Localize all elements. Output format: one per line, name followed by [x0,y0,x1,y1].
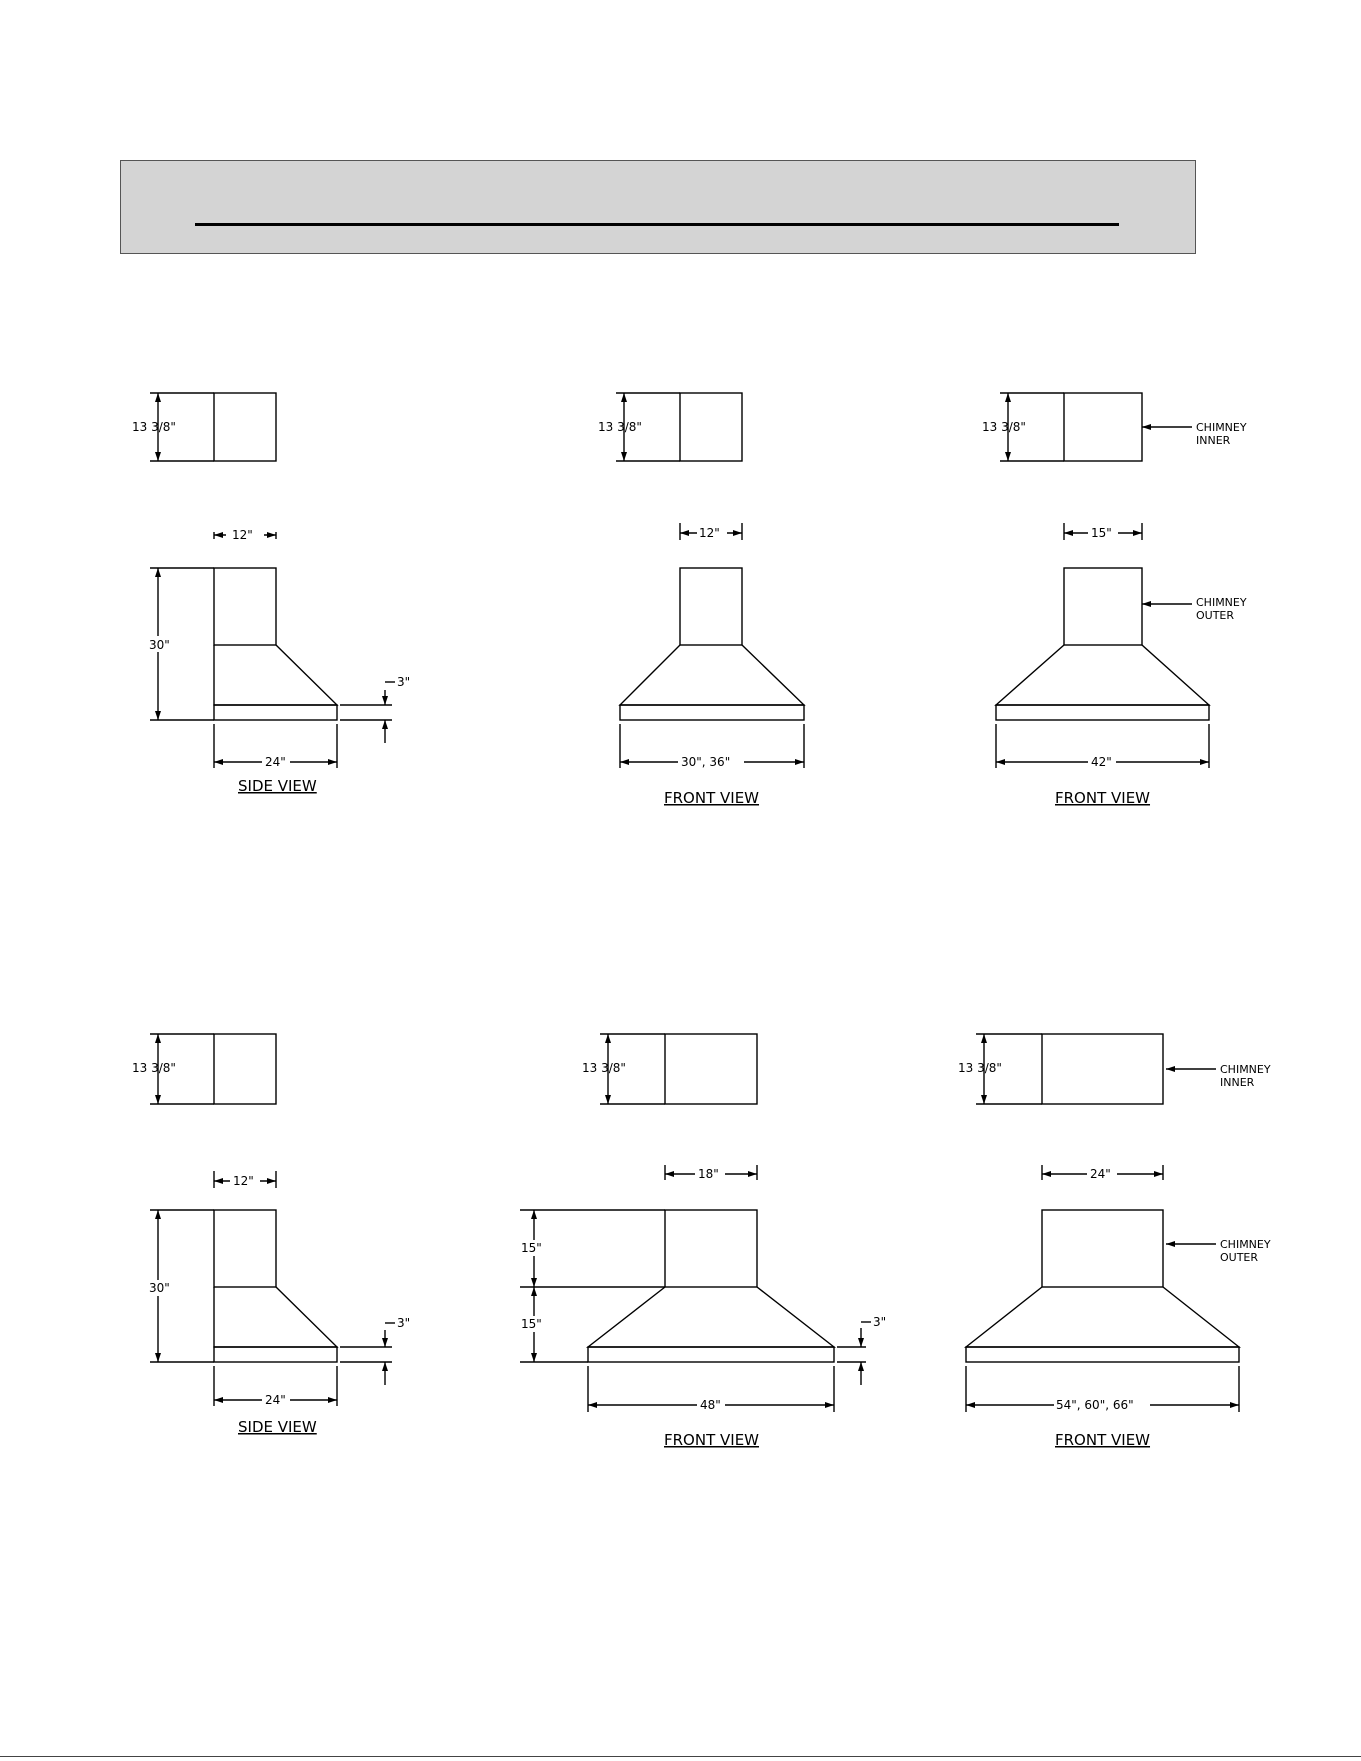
row1-front-a-chimney-inner [598,393,742,461]
label-front-view: FRONT VIEW [1055,1431,1151,1449]
label-chimney-inner: CHIMNEY [1196,421,1247,434]
dim-depth: 24" [265,1393,286,1407]
row2-front-b-chimney-inner [958,1034,1271,1104]
dim-chimney-inner-height: 13 3/8" [958,1061,1002,1075]
hood-base [214,705,337,720]
label-chimney-inner-2: INNER [1220,1076,1255,1089]
dim-chimney-width: 15" [1091,526,1112,540]
label-chimney-inner: CHIMNEY [1220,1063,1271,1076]
dim-chimney-inner-height: 13 3/8" [598,420,642,434]
label-side-view: SIDE VIEW [238,1418,317,1436]
label-side-view: SIDE VIEW [238,777,317,795]
row2-side-chimney-inner [132,1034,276,1104]
dim-chimney-inner-height: 13 3/8" [582,1061,626,1075]
row2-front-view-b [966,1165,1271,1449]
label-front-view: FRONT VIEW [1055,789,1151,807]
dim-chimney-width: 18" [698,1167,719,1181]
label-chimney-outer: CHIMNEY [1220,1238,1271,1251]
dim-chimney-inner-height: 13 3/8" [132,1061,176,1075]
dim-base-thickness: 3" [873,1315,887,1329]
row1-side-view [148,526,410,795]
row1-front-b-chimney-inner [982,393,1247,461]
label-chimney-outer-2: OUTER [1196,609,1235,622]
dim-lower-height: 15" [521,1317,542,1331]
row2-front-a-chimney-inner [582,1034,757,1104]
row1-side-chimney-inner [132,393,276,461]
label-front-view: FRONT VIEW [664,789,760,807]
dim-hood-width: 54", 60", 66" [1056,1398,1134,1412]
dim-chimney-width: 24" [1090,1167,1111,1181]
dim-depth: 24" [265,755,286,769]
dim-chimney-inner-height: 13 3/8" [982,420,1026,434]
label-front-view: FRONT VIEW [664,1431,760,1449]
dim-chimney-width: 12" [699,526,720,540]
dim-hood-height: 30" [149,638,170,652]
dim-hood-height: 30" [149,1281,170,1295]
dim-upper-height: 15" [521,1241,542,1255]
label-chimney-inner-2: INNER [1196,434,1231,447]
dim-base-thickness: 3" [397,675,411,689]
row1-front-view-a [620,523,804,807]
dim-hood-width: 30", 36" [681,755,731,769]
page-footer-rule [0,1756,1361,1757]
label-chimney-outer: CHIMNEY [1196,596,1247,609]
dim-chimney-inner-height: 13 3/8" [132,420,176,434]
dim-hood-width: 42" [1091,755,1112,769]
label-chimney-outer-2: OUTER [1220,1251,1259,1264]
row2-side-view [148,1171,410,1436]
chimney-inner-box [214,393,276,461]
dim-chimney-width: 12" [232,528,253,542]
dim-base-thickness: 3" [397,1316,411,1330]
chimney-outer [214,568,276,645]
row2-front-view-a [520,1165,886,1449]
dim-hood-width: 48" [700,1398,721,1412]
dim-chimney-width: 12" [233,1174,254,1188]
row1-front-view-b [996,523,1247,807]
